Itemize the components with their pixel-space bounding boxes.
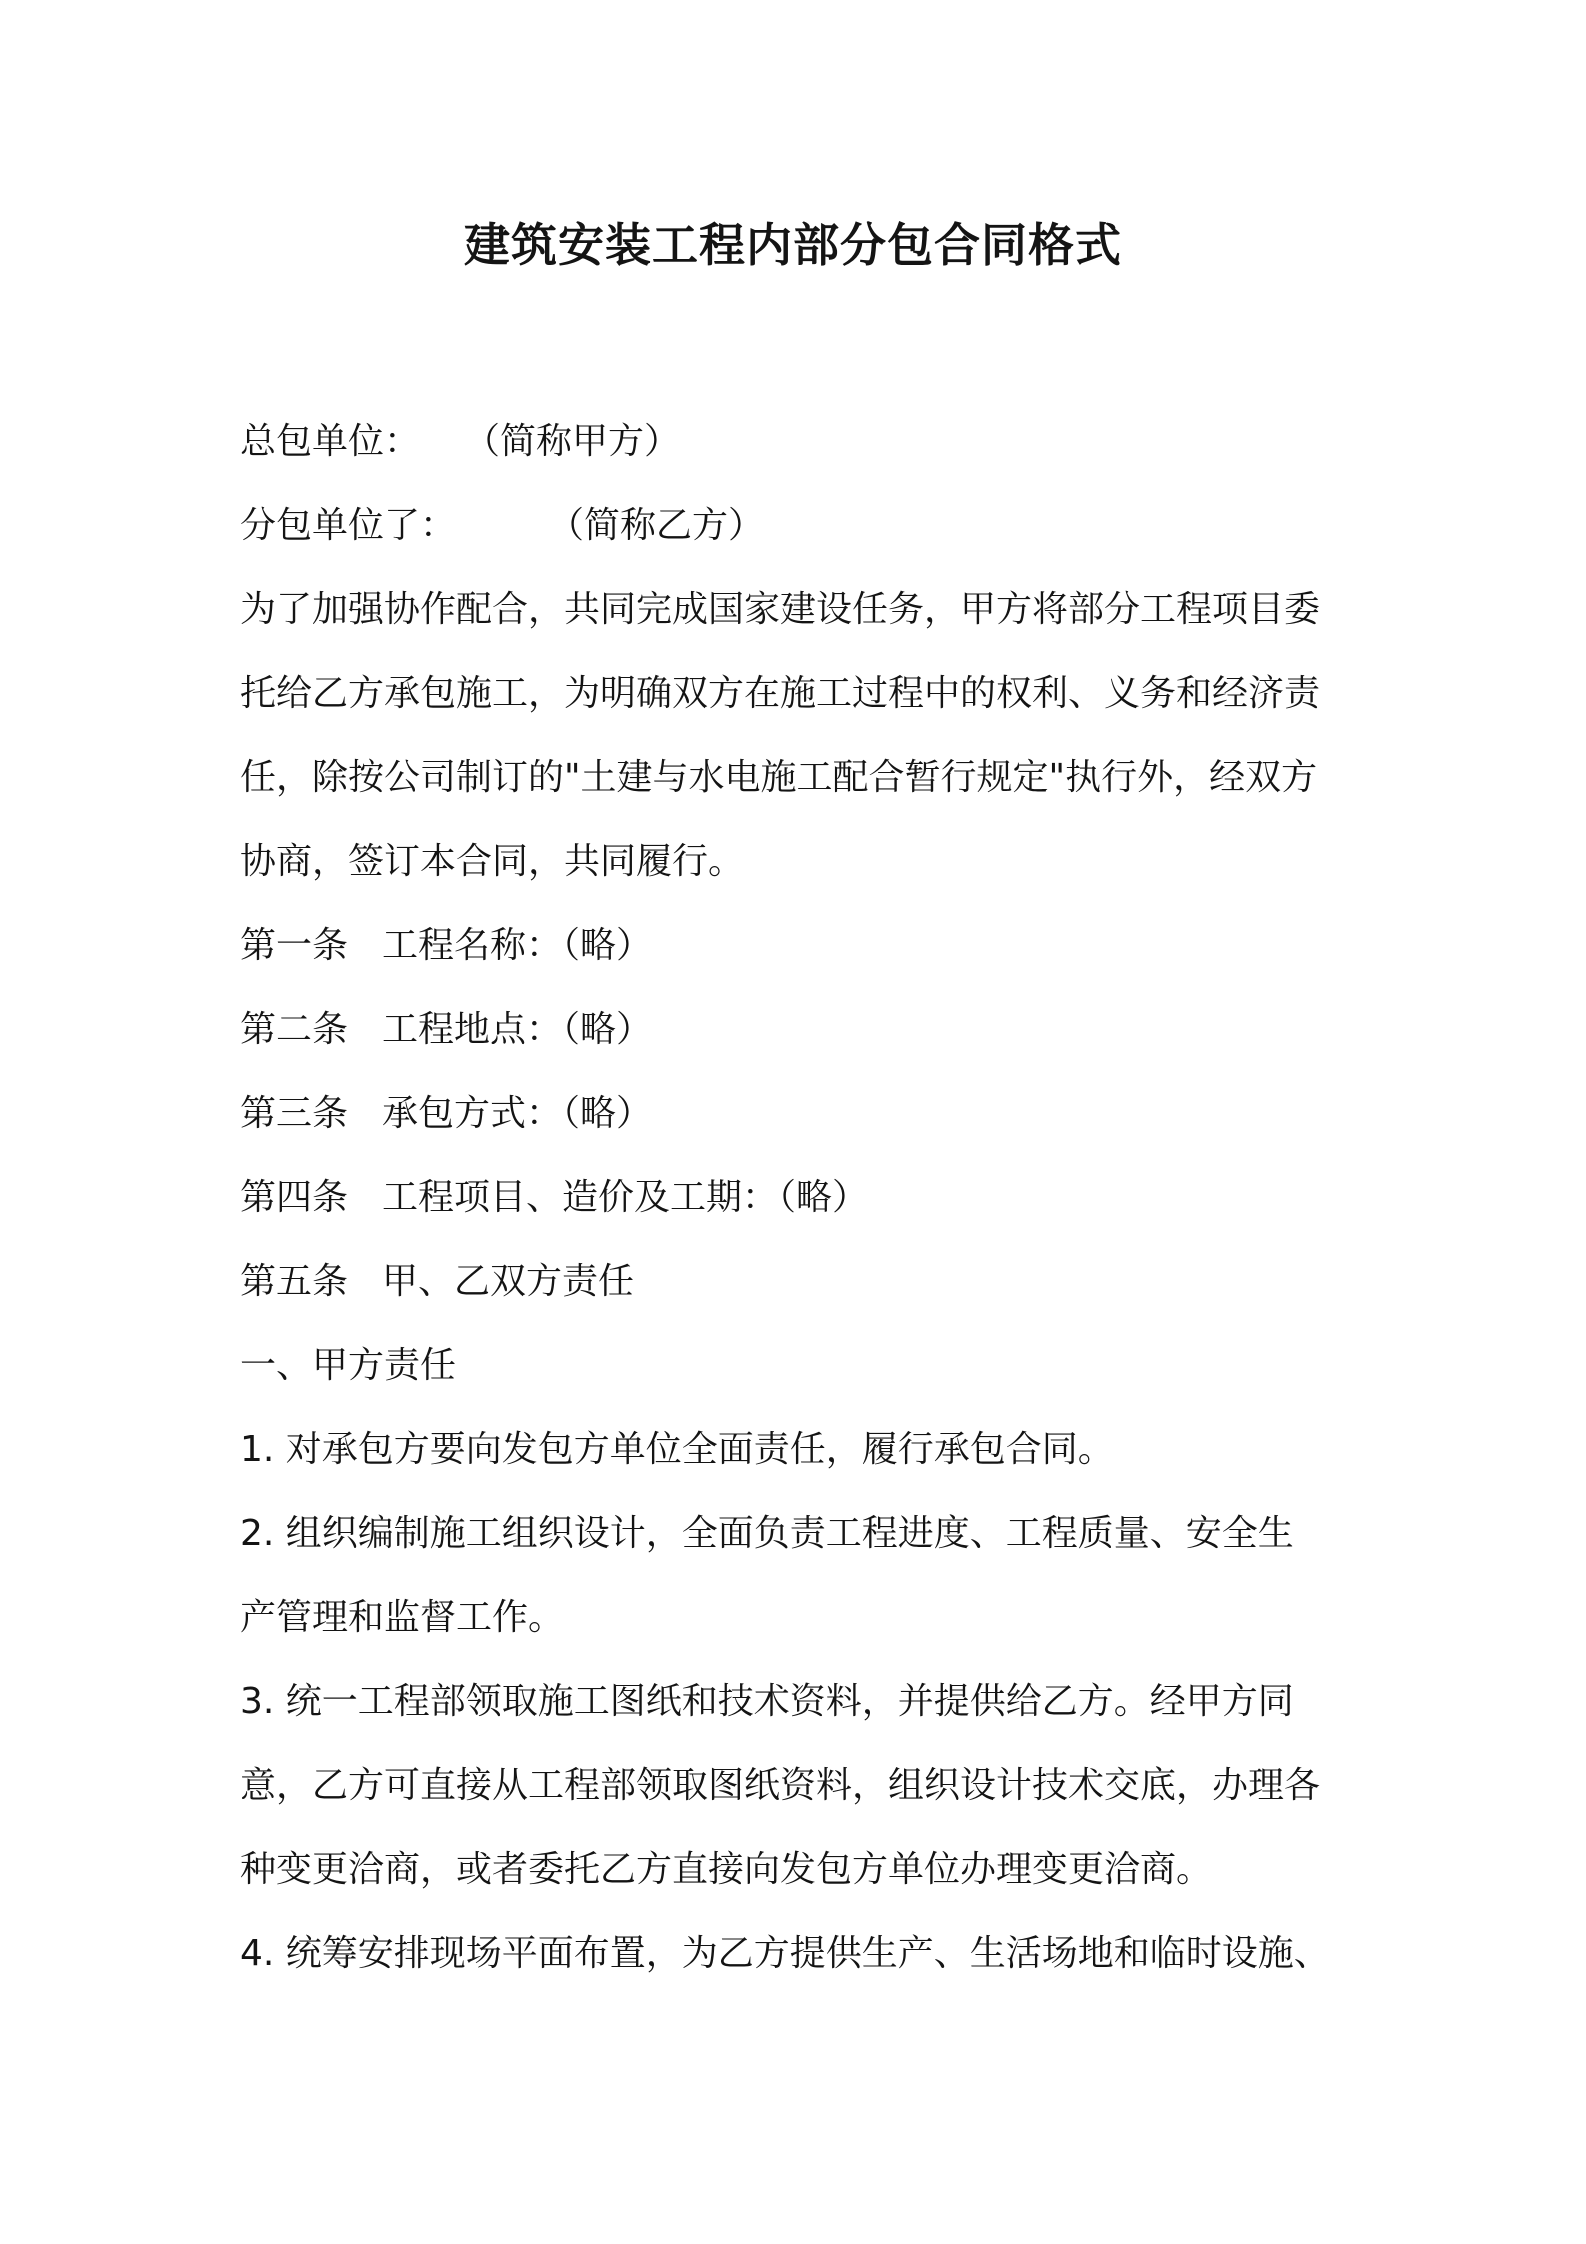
preamble-line: 协商，签订本合同，共同履行。	[240, 841, 745, 882]
clause-4-line: 4. 统筹安排现场平面布置，为乙方提供生产、生活场地和临时设施、	[240, 1933, 1330, 1974]
preamble-line: 任，除按公司制订的"土建与水电施工配合暂行规定"执行外，经双方	[240, 757, 1318, 798]
party-b-note: （简称乙方）	[548, 505, 765, 546]
article-5	[240, 1240, 1360, 1324]
article-text: 工程项目、造价及工期：（略）	[382, 1177, 869, 1218]
article-3	[240, 1072, 1360, 1156]
article-number: 第五条	[240, 1261, 349, 1302]
clause-3-line: 种变更洽商，或者委托乙方直接向发包方单位办理变更洽商。	[240, 1849, 1213, 1890]
article-text: 工程名称：（略）	[382, 925, 653, 966]
article-1	[240, 904, 1360, 988]
party-a-note: （简称甲方）	[464, 421, 681, 462]
article-number: 第四条	[240, 1177, 349, 1218]
article-text: 承包方式：（略）	[382, 1093, 653, 1134]
party-b-label: 分包单位了：	[240, 505, 457, 546]
clause-2-line: 产管理和监督工作。	[240, 1597, 565, 1638]
clause-1-line: 1. 对承包方要向发包方单位全面责任，履行承包合同。	[240, 1429, 1114, 1470]
party-a-line	[240, 400, 1360, 484]
document-body	[240, 400, 1360, 1996]
clause-2-line: 2. 组织编制施工组织设计，全面负责工程进度、工程质量、安全生	[240, 1513, 1294, 1554]
clause-3-line: 3. 统一工程部领取施工图纸和技术资料，并提供给乙方。经甲方同	[240, 1681, 1294, 1722]
article-number: 第三条	[240, 1093, 349, 1134]
preamble-line: 为了加强协作配合，共同完成国家建设任务，甲方将部分工程项目委	[240, 589, 1321, 630]
preamble-line: 托给乙方承包施工，为明确双方在施工过程中的权利、义务和经济责	[240, 673, 1321, 714]
document-title: 建筑安装工程内部分包合同格式	[464, 218, 1122, 272]
article-text: 甲、乙双方责任	[382, 1261, 635, 1302]
clause-3-line: 意，乙方可直接从工程部领取图纸资料，组织设计技术交底，办理各	[240, 1765, 1321, 1806]
section-heading: 一、甲方责任	[240, 1345, 457, 1386]
party-a-label: 总包单位：	[240, 421, 421, 462]
article-2	[240, 988, 1360, 1072]
article-text: 工程地点：（略）	[382, 1009, 653, 1050]
article-number: 第一条	[240, 925, 349, 966]
party-b-line	[240, 484, 1360, 568]
article-4	[240, 1156, 1360, 1240]
article-number: 第二条	[240, 1009, 349, 1050]
